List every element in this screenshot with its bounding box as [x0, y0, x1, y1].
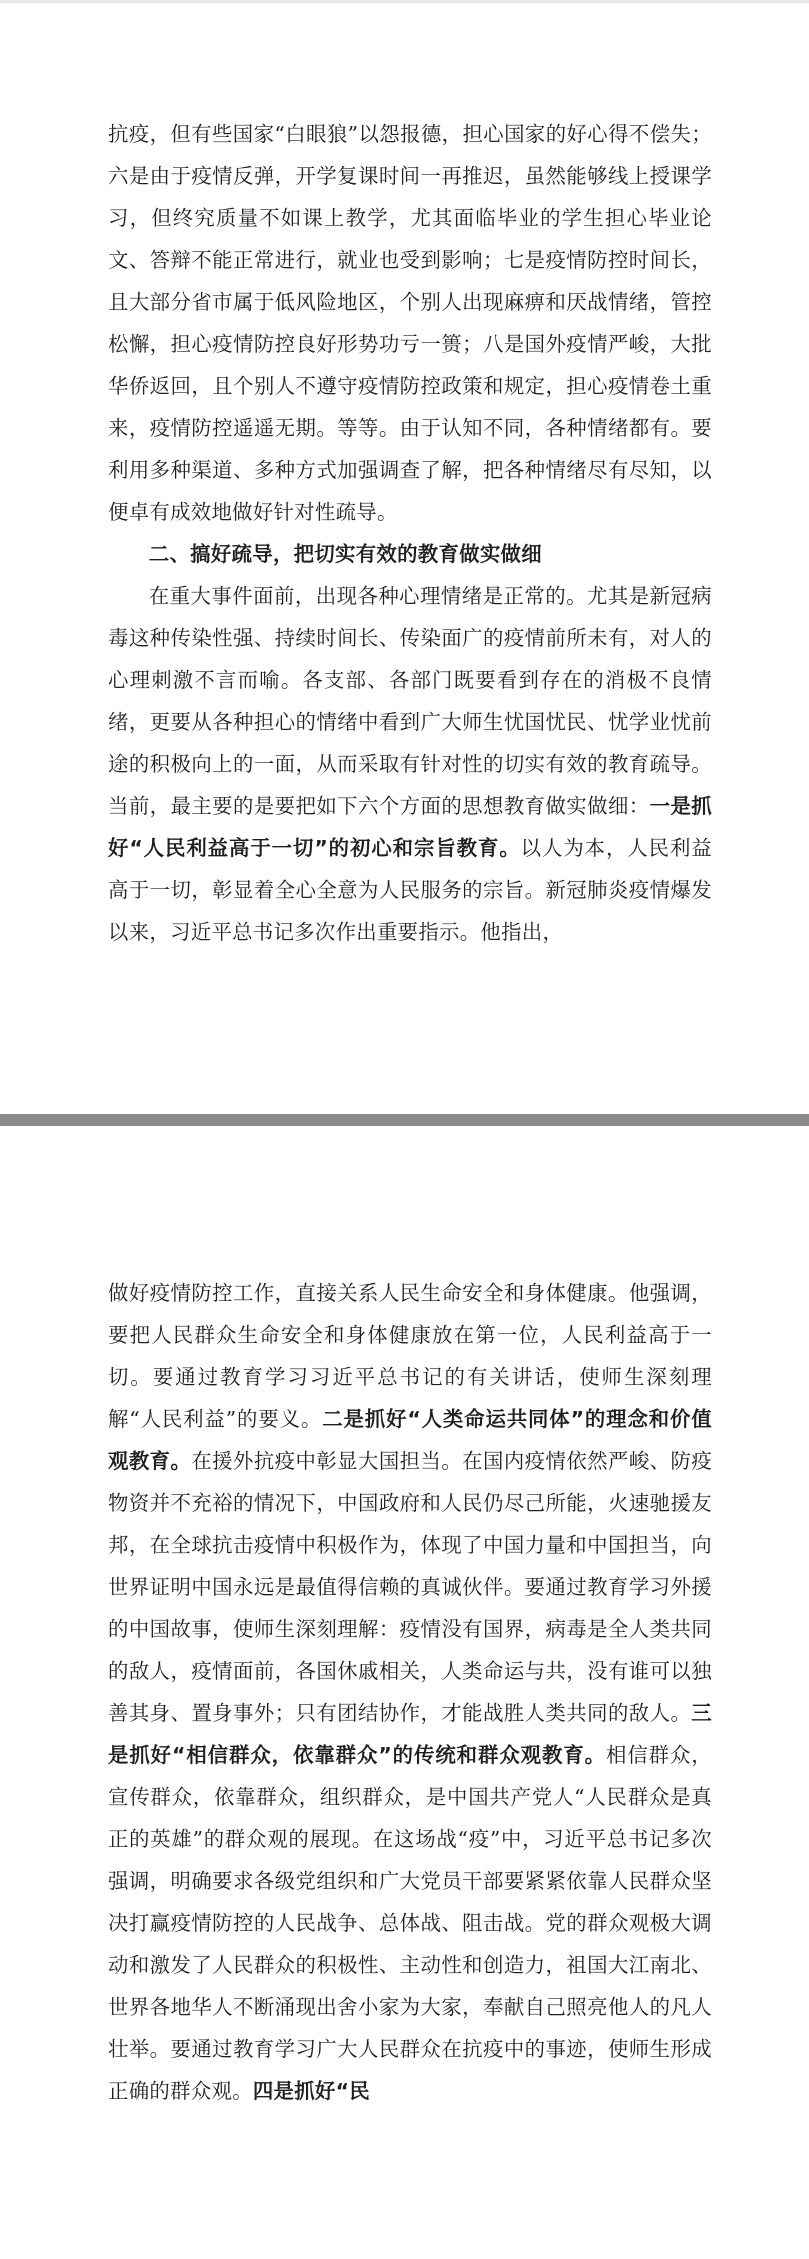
page-top-edge: [0, 0, 809, 3]
section-heading: 二、搞好疏导，把切实有效的教育做实做细: [148, 542, 542, 566]
point-2-title: 二是抓好“人类命运共同体”的理念和价值观教育。: [108, 1407, 712, 1473]
point-1-continuation: 做好疫情防控工作，直接关系人民生命安全和身体健康。他强调，要把人民群众生命安全和身体健康放在第一位，人民利益高于一切。要通过教育学习习近平总书记的有关讲话，使师生深刻理解“人民利益”的要义。: [108, 1281, 712, 1431]
paragraph-continuation: 抗疫，但有些国家“白眼狼”以怨报德，担心国家的好心得不偿失；六是由于疫情反弹，开学复课时间一再推迟，虽然能够线上授课学习，但终究质量不如课上教学，尤其面临毕业的学生担心毕业论文、答辩不能正常进行，就业也受到影响；七是疫情防控时间长，且大部分省市属于低风险地区，个别人出现麻痹和厌战情绪，管控松懈，担心疫情防控良好形势功亏一篑；八是国外疫情严峻，大批华侨返回，且个别人不遵守疫情防控政策和规定，担心疫情卷土重来，疫情防控遥遥无期。等等。由于认知不同，各种情绪都有。要利用多种渠道、多种方式加强调查了解，把各种情绪尽有尽知，以便卓有成效地做好针对性疏导。: [108, 122, 712, 524]
page-2-body: [108, 1272, 712, 2112]
point-4-title-start: 四是抓好“民: [252, 2079, 370, 2103]
document-page-1: [0, 0, 809, 1114]
point-3-text: 相信群众，宣传群众，依靠群众，组织群众，是中国共产党人“人民群众是真正的英雄”的群众观的展现。在这场战“疫”中，习近平总书记多次强调，明确要求各级党组织和广大党员干部要紧紧依靠人民群众坚决打赢疫情防控的人民战争、总体战、阻击战。党的群众观极大调动和激发了人民群众的积极性、主动性和创造力，祖国大江南北、世界各地华人不断涌现出舍小家为大家，奉献自己照亮他人的凡人壮举。要通过教育学习广大人民群众在抗疫中的事迹，使师生形成正确的群众观。: [108, 1743, 713, 2103]
point-1-title: 一是抓好“人民利益高于一切”的初心和宗旨教育。: [108, 794, 712, 860]
paragraph-points: [108, 1272, 712, 2112]
point-3-title: 三是抓好“相信群众，依靠群众”的传统和群众观教育。: [108, 1701, 712, 1767]
point-1-text: 以人为本，人民利益高于一切，彰显着全心全意为人民服务的宗旨。新冠肺炎疫情爆发以来，习近平总书记多次作出重要指示。他指出，: [108, 836, 712, 944]
point-2-text: 在援外抗疫中彰显大国担当。在国内疫情依然严峻、防疫物资并不充裕的情况下，中国政府和人民仍尽己所能，火速驰援友邦，在全球抗击疫情中积极作为，体现了中国力量和中国担当，向世界证明中国永远是最值得信赖的真诚伙伴。要通过教育学习外援的中国故事，使师生深刻理解：疫情没有国界，病毒是全人类共同的敌人，疫情面前，各国休戚相关，人类命运与共，没有谁可以独善其身、置身事外；只有团结协作，才能战胜人类共同的敌人。: [108, 1449, 713, 1725]
page-1-body: [108, 113, 712, 953]
paragraph-intro: [108, 575, 712, 953]
document-page-2: [0, 1126, 809, 2259]
page-separator: [0, 1114, 809, 1126]
intro-text: 在重大事件面前，出现各种心理情绪是正常的。尤其是新冠病毒这种传染性强、持续时间长、传染面广的疫情前所未有，对人的心理刺激不言而喻。各支部、各部门既要看到存在的消极不良情绪，更要从各种担心的情绪中看到广大师生忧国忧民、忧学业忧前途的积极向上的一面，从而采取有针对性的切实有效的教育疏导。当前，最主要的是要把如下六个方面的思想教育做实做细：: [108, 584, 712, 818]
